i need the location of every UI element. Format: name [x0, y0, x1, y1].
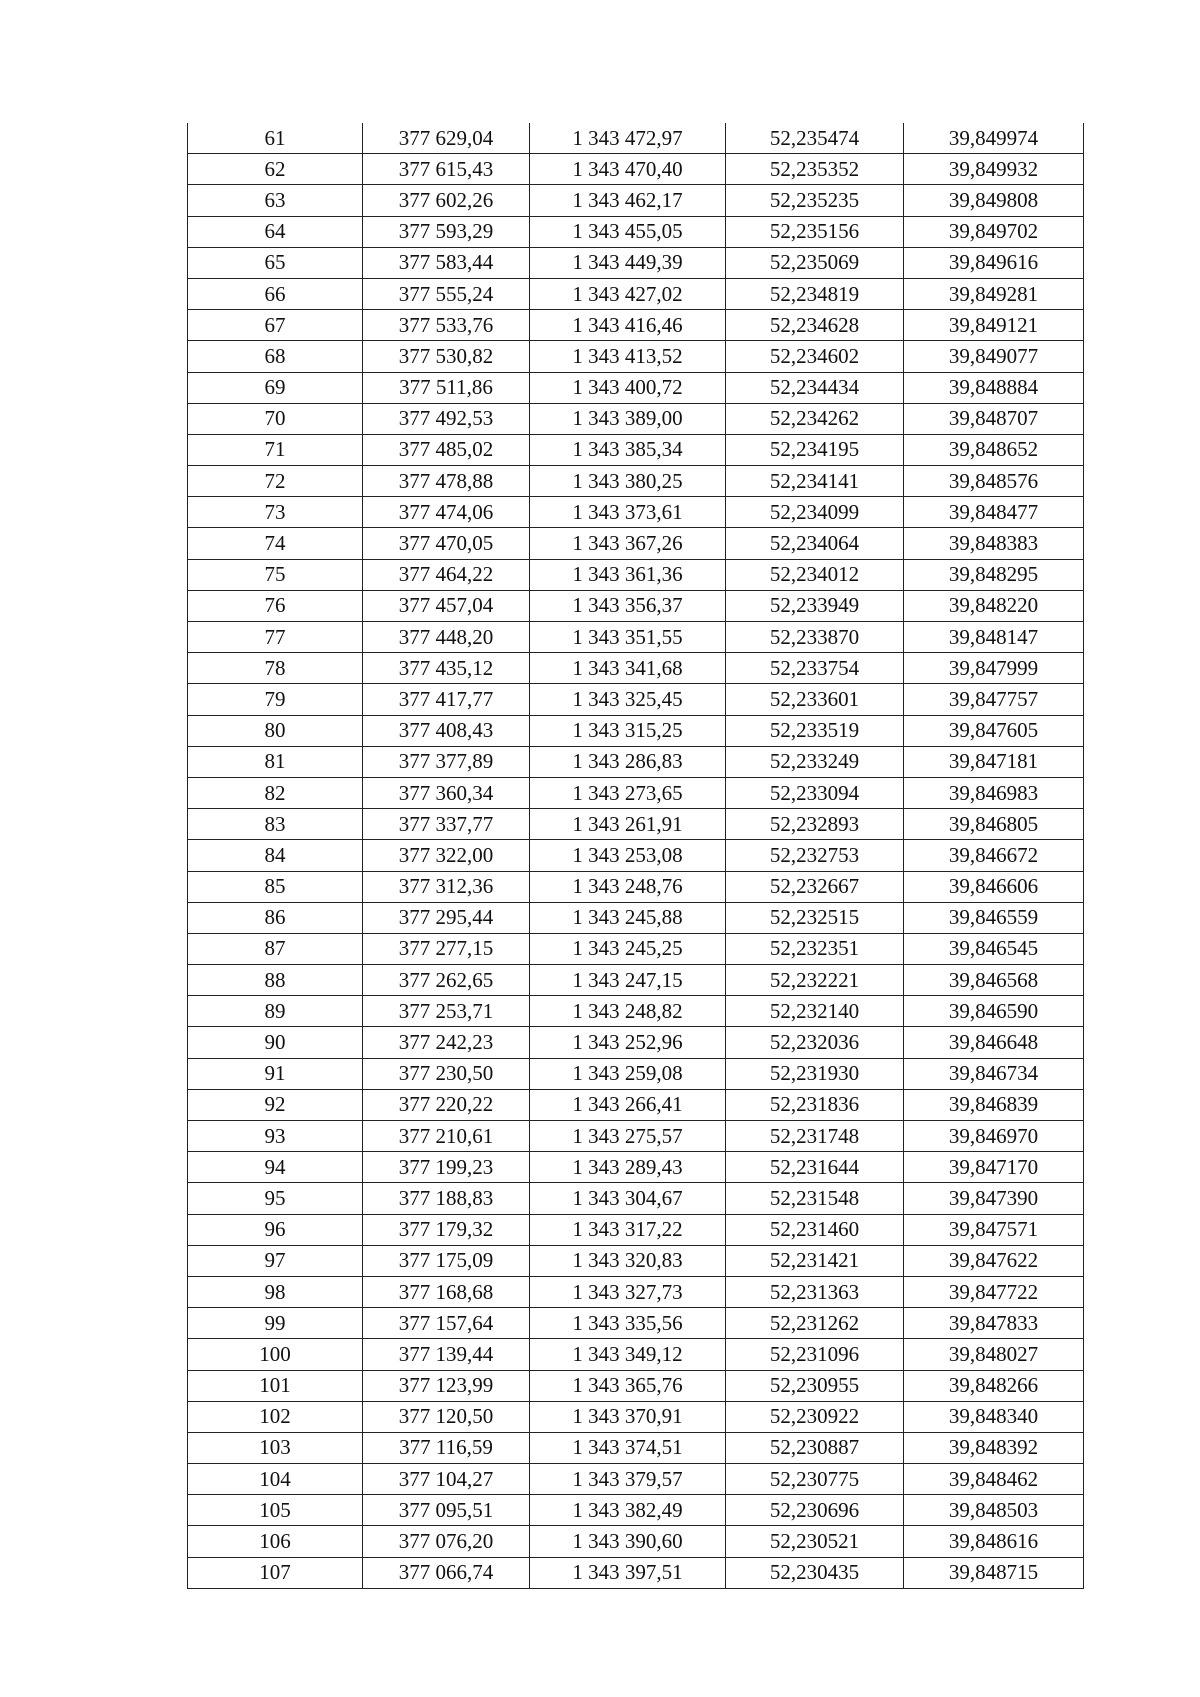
table-row [188, 247, 1084, 278]
table-row [188, 1495, 1084, 1526]
x-coordinate-cell: 377 277,15 [363, 933, 530, 964]
point-number-cell: 63 [188, 185, 363, 216]
x-coordinate-cell: 377 555,24 [363, 278, 530, 309]
point-number-cell: 68 [188, 341, 363, 372]
table-row [188, 1308, 1084, 1339]
latitude-cell: 52,233601 [726, 684, 904, 715]
latitude-cell: 52,231262 [726, 1308, 904, 1339]
point-number-cell: 83 [188, 809, 363, 840]
x-coordinate-cell: 377 593,29 [363, 216, 530, 247]
latitude-cell: 52,234819 [726, 278, 904, 309]
table-row [188, 653, 1084, 684]
latitude-cell: 52,233949 [726, 590, 904, 621]
x-coordinate-cell: 377 492,53 [363, 403, 530, 434]
y-coordinate-cell: 1 343 341,68 [530, 653, 726, 684]
point-number-cell: 75 [188, 559, 363, 590]
point-number-cell: 107 [188, 1557, 363, 1588]
table-row [188, 1214, 1084, 1245]
latitude-cell: 52,233249 [726, 746, 904, 777]
point-number-cell: 77 [188, 622, 363, 653]
y-coordinate-cell: 1 343 273,65 [530, 777, 726, 808]
latitude-cell: 52,234262 [726, 403, 904, 434]
point-number-cell: 64 [188, 216, 363, 247]
y-coordinate-cell: 1 343 266,41 [530, 1089, 726, 1120]
point-number-cell: 81 [188, 746, 363, 777]
x-coordinate-cell: 377 188,83 [363, 1183, 530, 1214]
longitude-cell: 39,846970 [904, 1121, 1084, 1152]
x-coordinate-cell: 377 230,50 [363, 1058, 530, 1089]
y-coordinate-cell: 1 343 286,83 [530, 746, 726, 777]
latitude-cell: 52,230922 [726, 1401, 904, 1432]
table-row [188, 1557, 1084, 1588]
table-row [188, 403, 1084, 434]
coordinates-table [187, 123, 1084, 1589]
y-coordinate-cell: 1 343 245,25 [530, 933, 726, 964]
latitude-cell: 52,230435 [726, 1557, 904, 1588]
point-number-cell: 97 [188, 1245, 363, 1276]
longitude-cell: 39,848266 [904, 1370, 1084, 1401]
x-coordinate-cell: 377 175,09 [363, 1245, 530, 1276]
table-row [188, 590, 1084, 621]
longitude-cell: 39,847170 [904, 1152, 1084, 1183]
x-coordinate-cell: 377 123,99 [363, 1370, 530, 1401]
x-coordinate-cell: 377 295,44 [363, 902, 530, 933]
latitude-cell: 52,234012 [726, 559, 904, 590]
x-coordinate-cell: 377 095,51 [363, 1495, 530, 1526]
longitude-cell: 39,846590 [904, 996, 1084, 1027]
latitude-cell: 52,231836 [726, 1089, 904, 1120]
x-coordinate-cell: 377 602,26 [363, 185, 530, 216]
x-coordinate-cell: 377 076,20 [363, 1526, 530, 1557]
point-number-cell: 78 [188, 653, 363, 684]
latitude-cell: 52,231421 [726, 1245, 904, 1276]
y-coordinate-cell: 1 343 367,26 [530, 528, 726, 559]
longitude-cell: 39,849974 [904, 123, 1084, 154]
y-coordinate-cell: 1 343 320,83 [530, 1245, 726, 1276]
table-row [188, 1526, 1084, 1557]
longitude-cell: 39,848715 [904, 1557, 1084, 1588]
point-number-cell: 93 [188, 1121, 363, 1152]
point-number-cell: 67 [188, 310, 363, 341]
y-coordinate-cell: 1 343 427,02 [530, 278, 726, 309]
longitude-cell: 39,846559 [904, 902, 1084, 933]
point-number-cell: 94 [188, 1152, 363, 1183]
point-number-cell: 103 [188, 1432, 363, 1463]
point-number-cell: 96 [188, 1214, 363, 1245]
table-row [188, 996, 1084, 1027]
latitude-cell: 52,234434 [726, 372, 904, 403]
x-coordinate-cell: 377 116,59 [363, 1432, 530, 1463]
longitude-cell: 39,846606 [904, 871, 1084, 902]
table-row [188, 372, 1084, 403]
latitude-cell: 52,233094 [726, 777, 904, 808]
y-coordinate-cell: 1 343 462,17 [530, 185, 726, 216]
x-coordinate-cell: 377 474,06 [363, 497, 530, 528]
y-coordinate-cell: 1 343 253,08 [530, 840, 726, 871]
table-row [188, 1370, 1084, 1401]
table-row [188, 1121, 1084, 1152]
coordinates-table-body [188, 123, 1084, 1588]
longitude-cell: 39,846672 [904, 840, 1084, 871]
x-coordinate-cell: 377 220,22 [363, 1089, 530, 1120]
table-row [188, 185, 1084, 216]
y-coordinate-cell: 1 343 317,22 [530, 1214, 726, 1245]
longitude-cell: 39,848477 [904, 497, 1084, 528]
x-coordinate-cell: 377 210,61 [363, 1121, 530, 1152]
latitude-cell: 52,233519 [726, 715, 904, 746]
longitude-cell: 39,846734 [904, 1058, 1084, 1089]
latitude-cell: 52,232140 [726, 996, 904, 1027]
longitude-cell: 39,848652 [904, 434, 1084, 465]
x-coordinate-cell: 377 629,04 [363, 123, 530, 154]
longitude-cell: 39,847571 [904, 1214, 1084, 1245]
latitude-cell: 52,235069 [726, 247, 904, 278]
longitude-cell: 39,849932 [904, 154, 1084, 185]
table-row [188, 809, 1084, 840]
longitude-cell: 39,849281 [904, 278, 1084, 309]
longitude-cell: 39,846545 [904, 933, 1084, 964]
latitude-cell: 52,231930 [726, 1058, 904, 1089]
y-coordinate-cell: 1 343 382,49 [530, 1495, 726, 1526]
point-number-cell: 79 [188, 684, 363, 715]
longitude-cell: 39,849616 [904, 247, 1084, 278]
point-number-cell: 73 [188, 497, 363, 528]
longitude-cell: 39,847722 [904, 1276, 1084, 1307]
x-coordinate-cell: 377 253,71 [363, 996, 530, 1027]
latitude-cell: 52,235156 [726, 216, 904, 247]
y-coordinate-cell: 1 343 247,15 [530, 965, 726, 996]
y-coordinate-cell: 1 343 351,55 [530, 622, 726, 653]
latitude-cell: 52,230775 [726, 1464, 904, 1495]
longitude-cell: 39,848616 [904, 1526, 1084, 1557]
latitude-cell: 52,231460 [726, 1214, 904, 1245]
point-number-cell: 92 [188, 1089, 363, 1120]
x-coordinate-cell: 377 377,89 [363, 746, 530, 777]
x-coordinate-cell: 377 139,44 [363, 1339, 530, 1370]
x-coordinate-cell: 377 417,77 [363, 684, 530, 715]
y-coordinate-cell: 1 343 390,60 [530, 1526, 726, 1557]
y-coordinate-cell: 1 343 380,25 [530, 466, 726, 497]
latitude-cell: 52,232515 [726, 902, 904, 933]
table-row [188, 154, 1084, 185]
table-row [188, 777, 1084, 808]
y-coordinate-cell: 1 343 400,72 [530, 372, 726, 403]
table-row [188, 1058, 1084, 1089]
longitude-cell: 39,849702 [904, 216, 1084, 247]
y-coordinate-cell: 1 343 449,39 [530, 247, 726, 278]
latitude-cell: 52,235474 [726, 123, 904, 154]
table-row [188, 528, 1084, 559]
longitude-cell: 39,847833 [904, 1308, 1084, 1339]
x-coordinate-cell: 377 312,36 [363, 871, 530, 902]
x-coordinate-cell: 377 435,12 [363, 653, 530, 684]
table-row [188, 123, 1084, 154]
y-coordinate-cell: 1 343 349,12 [530, 1339, 726, 1370]
x-coordinate-cell: 377 457,04 [363, 590, 530, 621]
y-coordinate-cell: 1 343 416,46 [530, 310, 726, 341]
point-number-cell: 88 [188, 965, 363, 996]
table-row [188, 902, 1084, 933]
point-number-cell: 99 [188, 1308, 363, 1339]
longitude-cell: 39,848340 [904, 1401, 1084, 1432]
latitude-cell: 52,234064 [726, 528, 904, 559]
longitude-cell: 39,848462 [904, 1464, 1084, 1495]
point-number-cell: 86 [188, 902, 363, 933]
coordinates-table-container [187, 123, 1083, 1589]
point-number-cell: 71 [188, 434, 363, 465]
longitude-cell: 39,848392 [904, 1432, 1084, 1463]
x-coordinate-cell: 377 533,76 [363, 310, 530, 341]
longitude-cell: 39,849808 [904, 185, 1084, 216]
table-row [188, 1245, 1084, 1276]
latitude-cell: 52,232893 [726, 809, 904, 840]
y-coordinate-cell: 1 343 315,25 [530, 715, 726, 746]
point-number-cell: 104 [188, 1464, 363, 1495]
latitude-cell: 52,231748 [726, 1121, 904, 1152]
x-coordinate-cell: 377 408,43 [363, 715, 530, 746]
x-coordinate-cell: 377 448,20 [363, 622, 530, 653]
table-row [188, 1339, 1084, 1370]
table-row [188, 965, 1084, 996]
x-coordinate-cell: 377 511,86 [363, 372, 530, 403]
point-number-cell: 62 [188, 154, 363, 185]
y-coordinate-cell: 1 343 470,40 [530, 154, 726, 185]
x-coordinate-cell: 377 337,77 [363, 809, 530, 840]
point-number-cell: 74 [188, 528, 363, 559]
latitude-cell: 52,234195 [726, 434, 904, 465]
table-row [188, 434, 1084, 465]
longitude-cell: 39,847999 [904, 653, 1084, 684]
longitude-cell: 39,846648 [904, 1027, 1084, 1058]
longitude-cell: 39,848884 [904, 372, 1084, 403]
point-number-cell: 84 [188, 840, 363, 871]
y-coordinate-cell: 1 343 275,57 [530, 1121, 726, 1152]
latitude-cell: 52,232036 [726, 1027, 904, 1058]
longitude-cell: 39,847757 [904, 684, 1084, 715]
point-number-cell: 102 [188, 1401, 363, 1432]
x-coordinate-cell: 377 360,34 [363, 777, 530, 808]
table-row [188, 622, 1084, 653]
longitude-cell: 39,848220 [904, 590, 1084, 621]
table-row [188, 497, 1084, 528]
longitude-cell: 39,849121 [904, 310, 1084, 341]
x-coordinate-cell: 377 485,02 [363, 434, 530, 465]
x-coordinate-cell: 377 615,43 [363, 154, 530, 185]
y-coordinate-cell: 1 343 361,36 [530, 559, 726, 590]
longitude-cell: 39,846568 [904, 965, 1084, 996]
longitude-cell: 39,847390 [904, 1183, 1084, 1214]
y-coordinate-cell: 1 343 261,91 [530, 809, 726, 840]
y-coordinate-cell: 1 343 259,08 [530, 1058, 726, 1089]
x-coordinate-cell: 377 530,82 [363, 341, 530, 372]
y-coordinate-cell: 1 343 248,82 [530, 996, 726, 1027]
y-coordinate-cell: 1 343 245,88 [530, 902, 726, 933]
y-coordinate-cell: 1 343 325,45 [530, 684, 726, 715]
y-coordinate-cell: 1 343 472,97 [530, 123, 726, 154]
y-coordinate-cell: 1 343 248,76 [530, 871, 726, 902]
latitude-cell: 52,232351 [726, 933, 904, 964]
y-coordinate-cell: 1 343 252,96 [530, 1027, 726, 1058]
longitude-cell: 39,847181 [904, 746, 1084, 777]
longitude-cell: 39,848383 [904, 528, 1084, 559]
longitude-cell: 39,848295 [904, 559, 1084, 590]
x-coordinate-cell: 377 199,23 [363, 1152, 530, 1183]
table-row [188, 1089, 1084, 1120]
longitude-cell: 39,848503 [904, 1495, 1084, 1526]
y-coordinate-cell: 1 343 335,56 [530, 1308, 726, 1339]
x-coordinate-cell: 377 157,64 [363, 1308, 530, 1339]
point-number-cell: 106 [188, 1526, 363, 1557]
latitude-cell: 52,234602 [726, 341, 904, 372]
table-row [188, 278, 1084, 309]
latitude-cell: 52,235352 [726, 154, 904, 185]
point-number-cell: 98 [188, 1276, 363, 1307]
table-row [188, 871, 1084, 902]
table-row [188, 715, 1084, 746]
point-number-cell: 61 [188, 123, 363, 154]
y-coordinate-cell: 1 343 413,52 [530, 341, 726, 372]
point-number-cell: 82 [188, 777, 363, 808]
table-row [188, 840, 1084, 871]
point-number-cell: 100 [188, 1339, 363, 1370]
x-coordinate-cell: 377 470,05 [363, 528, 530, 559]
latitude-cell: 52,235235 [726, 185, 904, 216]
x-coordinate-cell: 377 242,23 [363, 1027, 530, 1058]
point-number-cell: 66 [188, 278, 363, 309]
latitude-cell: 52,231548 [726, 1183, 904, 1214]
x-coordinate-cell: 377 478,88 [363, 466, 530, 497]
point-number-cell: 95 [188, 1183, 363, 1214]
x-coordinate-cell: 377 066,74 [363, 1557, 530, 1588]
latitude-cell: 52,231096 [726, 1339, 904, 1370]
point-number-cell: 90 [188, 1027, 363, 1058]
latitude-cell: 52,231363 [726, 1276, 904, 1307]
latitude-cell: 52,230696 [726, 1495, 904, 1526]
x-coordinate-cell: 377 583,44 [363, 247, 530, 278]
latitude-cell: 52,233870 [726, 622, 904, 653]
latitude-cell: 52,230955 [726, 1370, 904, 1401]
longitude-cell: 39,849077 [904, 341, 1084, 372]
x-coordinate-cell: 377 120,50 [363, 1401, 530, 1432]
latitude-cell: 52,232221 [726, 965, 904, 996]
y-coordinate-cell: 1 343 374,51 [530, 1432, 726, 1463]
table-row [188, 216, 1084, 247]
point-number-cell: 91 [188, 1058, 363, 1089]
point-number-cell: 105 [188, 1495, 363, 1526]
table-row [188, 559, 1084, 590]
latitude-cell: 52,234628 [726, 310, 904, 341]
longitude-cell: 39,846805 [904, 809, 1084, 840]
table-row [188, 341, 1084, 372]
point-number-cell: 89 [188, 996, 363, 1027]
longitude-cell: 39,848707 [904, 403, 1084, 434]
table-row [188, 466, 1084, 497]
y-coordinate-cell: 1 343 373,61 [530, 497, 726, 528]
point-number-cell: 76 [188, 590, 363, 621]
table-row [188, 1027, 1084, 1058]
table-row [188, 1276, 1084, 1307]
table-row [188, 933, 1084, 964]
longitude-cell: 39,847605 [904, 715, 1084, 746]
y-coordinate-cell: 1 343 289,43 [530, 1152, 726, 1183]
y-coordinate-cell: 1 343 304,67 [530, 1183, 726, 1214]
table-row [188, 310, 1084, 341]
y-coordinate-cell: 1 343 389,00 [530, 403, 726, 434]
longitude-cell: 39,848576 [904, 466, 1084, 497]
point-number-cell: 69 [188, 372, 363, 403]
latitude-cell: 52,234141 [726, 466, 904, 497]
latitude-cell: 52,230887 [726, 1432, 904, 1463]
x-coordinate-cell: 377 104,27 [363, 1464, 530, 1495]
point-number-cell: 101 [188, 1370, 363, 1401]
longitude-cell: 39,846839 [904, 1089, 1084, 1120]
table-row [188, 1183, 1084, 1214]
table-row [188, 1401, 1084, 1432]
y-coordinate-cell: 1 343 379,57 [530, 1464, 726, 1495]
y-coordinate-cell: 1 343 385,34 [530, 434, 726, 465]
longitude-cell: 39,846983 [904, 777, 1084, 808]
point-number-cell: 70 [188, 403, 363, 434]
x-coordinate-cell: 377 322,00 [363, 840, 530, 871]
latitude-cell: 52,233754 [726, 653, 904, 684]
y-coordinate-cell: 1 343 370,91 [530, 1401, 726, 1432]
point-number-cell: 72 [188, 466, 363, 497]
table-row [188, 1152, 1084, 1183]
point-number-cell: 80 [188, 715, 363, 746]
latitude-cell: 52,234099 [726, 497, 904, 528]
latitude-cell: 52,231644 [726, 1152, 904, 1183]
y-coordinate-cell: 1 343 455,05 [530, 216, 726, 247]
table-row [188, 1432, 1084, 1463]
y-coordinate-cell: 1 343 397,51 [530, 1557, 726, 1588]
latitude-cell: 52,230521 [726, 1526, 904, 1557]
y-coordinate-cell: 1 343 327,73 [530, 1276, 726, 1307]
x-coordinate-cell: 377 262,65 [363, 965, 530, 996]
longitude-cell: 39,847622 [904, 1245, 1084, 1276]
point-number-cell: 87 [188, 933, 363, 964]
x-coordinate-cell: 377 179,32 [363, 1214, 530, 1245]
table-row [188, 684, 1084, 715]
x-coordinate-cell: 377 464,22 [363, 559, 530, 590]
table-row [188, 1464, 1084, 1495]
latitude-cell: 52,232667 [726, 871, 904, 902]
point-number-cell: 85 [188, 871, 363, 902]
y-coordinate-cell: 1 343 365,76 [530, 1370, 726, 1401]
longitude-cell: 39,848027 [904, 1339, 1084, 1370]
y-coordinate-cell: 1 343 356,37 [530, 590, 726, 621]
table-row [188, 746, 1084, 777]
latitude-cell: 52,232753 [726, 840, 904, 871]
point-number-cell: 65 [188, 247, 363, 278]
x-coordinate-cell: 377 168,68 [363, 1276, 530, 1307]
longitude-cell: 39,848147 [904, 622, 1084, 653]
